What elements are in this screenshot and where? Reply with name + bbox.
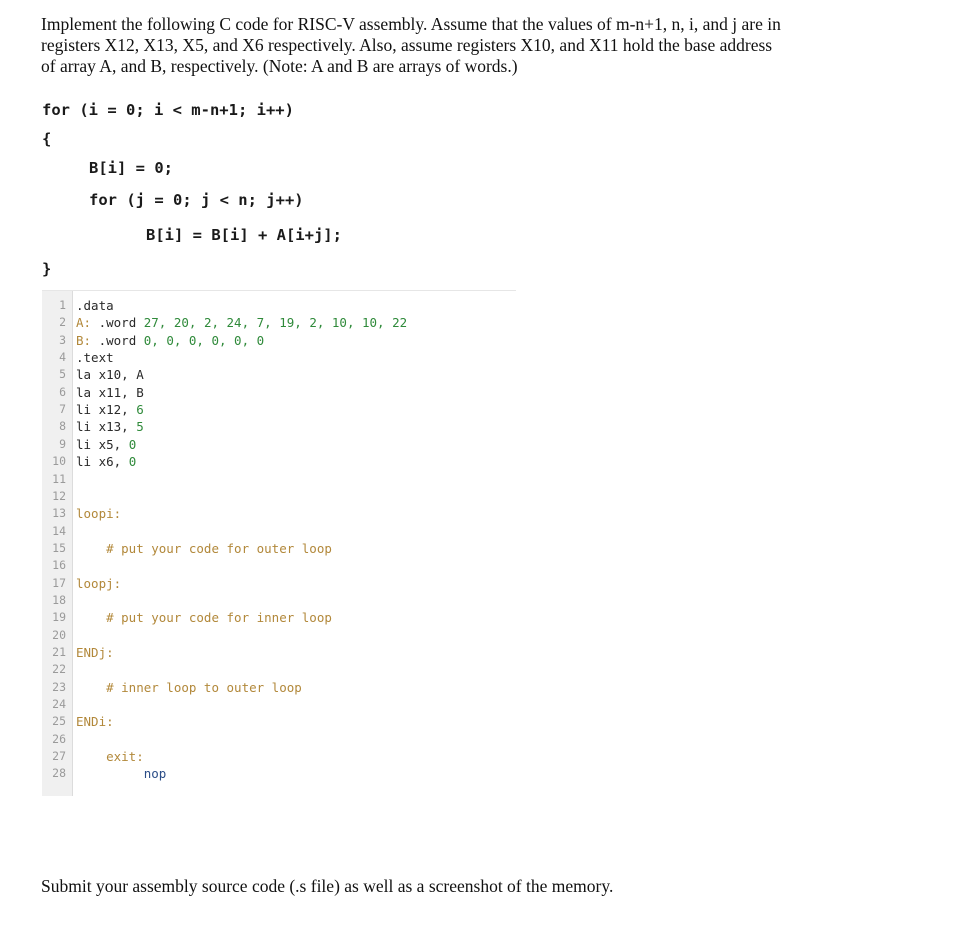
editor-divider [42,290,516,291]
line-number: 11 [52,471,66,486]
line-code[interactable] [76,349,114,366]
code-token: la x10, [76,367,137,383]
line-number: 25 [52,714,66,729]
code-token: .word [91,332,144,348]
line-number: 18 [52,592,66,607]
code-token: B [136,384,144,400]
code-token: li x12, [76,402,137,418]
line-code[interactable] [76,644,114,661]
problem-line-2: registers X12, X13, X5, and X6 respectively. Also, assume registers X10, and X11 hold the base address [41,35,773,55]
line-number: 9 [59,436,66,451]
code-token: 0 [128,436,137,452]
line-code[interactable] [76,384,144,401]
c-code-block [42,101,342,278]
submission-instructions: Submit your assembly source code (.s file) as well as a screenshot of the memory. [41,876,614,896]
line-number: 2 [59,315,66,330]
line-code[interactable] [76,314,407,331]
code-token: .text [76,350,114,366]
code-token: .word [91,315,144,331]
line-number: 22 [52,662,66,677]
line-code[interactable] [76,609,332,626]
code-token: 6 [136,402,144,418]
line-number: 8 [59,419,66,434]
code-editor[interactable] [42,290,516,796]
problem-line-3: of array A, and B, respectively. (Note: A and B are arrays of words.) [41,56,518,76]
line-code[interactable] [76,453,136,470]
line-number: 28 [52,766,66,781]
code-token: li x5, [76,436,129,452]
line-code[interactable] [76,436,136,453]
code-token: 5 [136,419,144,435]
line-number: 17 [52,575,66,590]
line-code[interactable] [76,401,144,418]
c-code-line: } [42,260,52,278]
line-number: 23 [52,679,66,694]
line-number: 12 [52,488,66,503]
code-token: # put your code for outer loop [76,540,332,556]
code-token: nop [76,766,167,782]
c-code-line: for (i = 0; i < m-n+1; i++) [42,101,294,119]
line-code[interactable] [76,366,144,383]
line-number: 7 [59,402,66,417]
line-number: 24 [52,697,66,712]
line-code[interactable] [76,540,332,557]
c-code-line: B[i] = B[i] + A[i+j]; [146,226,342,244]
code-token: # inner loop to outer loop [76,679,302,695]
code-token: la x11, [76,384,137,400]
code-token: .data [76,298,114,313]
line-number: 26 [52,731,66,746]
line-number: 13 [52,506,66,521]
line-code[interactable] [76,679,302,696]
code-token: ENDj: [76,645,114,660]
line-code[interactable] [76,332,264,349]
code-token: li x13, [76,419,137,435]
line-number: 10 [52,454,66,469]
line-number: 14 [52,523,66,538]
line-code[interactable] [76,748,144,765]
line-number: 4 [59,350,66,365]
c-code-line: { [42,130,52,148]
c-code-line: for (j = 0; j < n; j++) [89,191,304,209]
code-token: loopi: [76,506,122,522]
line-code[interactable] [76,575,121,592]
line-number: 19 [52,610,66,625]
c-code-line: B[i] = 0; [89,159,173,177]
line-code[interactable] [76,765,166,782]
code-token: A: [76,315,92,331]
code-token: 0 [128,454,137,470]
line-number: 6 [59,384,66,399]
line-number: 15 [52,540,66,555]
line-code[interactable] [76,297,114,314]
code-token: 0, 0, 0, 0, 0, 0 [143,332,265,348]
code-token: # put your code for inner loop [76,610,332,626]
line-number: 3 [59,332,66,347]
code-token: li x6, [76,454,129,470]
line-number: 20 [52,627,66,642]
line-number: 16 [52,558,66,573]
line-number: 27 [52,749,66,764]
code-token: ENDi: [76,714,114,730]
code-token: loopj: [76,575,122,591]
line-number: 5 [59,367,66,382]
line-number: 1 [59,298,66,312]
line-code[interactable] [76,418,144,435]
problem-line-1: Implement the following C code for RISC-V assembly. Assume that the values of m-n+1, n, i, and j are in [41,14,781,34]
code-token: exit: [76,749,144,765]
line-number: 21 [52,645,66,659]
code-token: 27, 20, 2, 24, 7, 19, 2, 10, 10, 22 [143,315,408,331]
code-token: A [136,367,144,383]
problem-statement [41,14,921,77]
code-token: B: [76,332,92,348]
line-code[interactable] [76,713,114,730]
line-code[interactable] [76,505,121,522]
